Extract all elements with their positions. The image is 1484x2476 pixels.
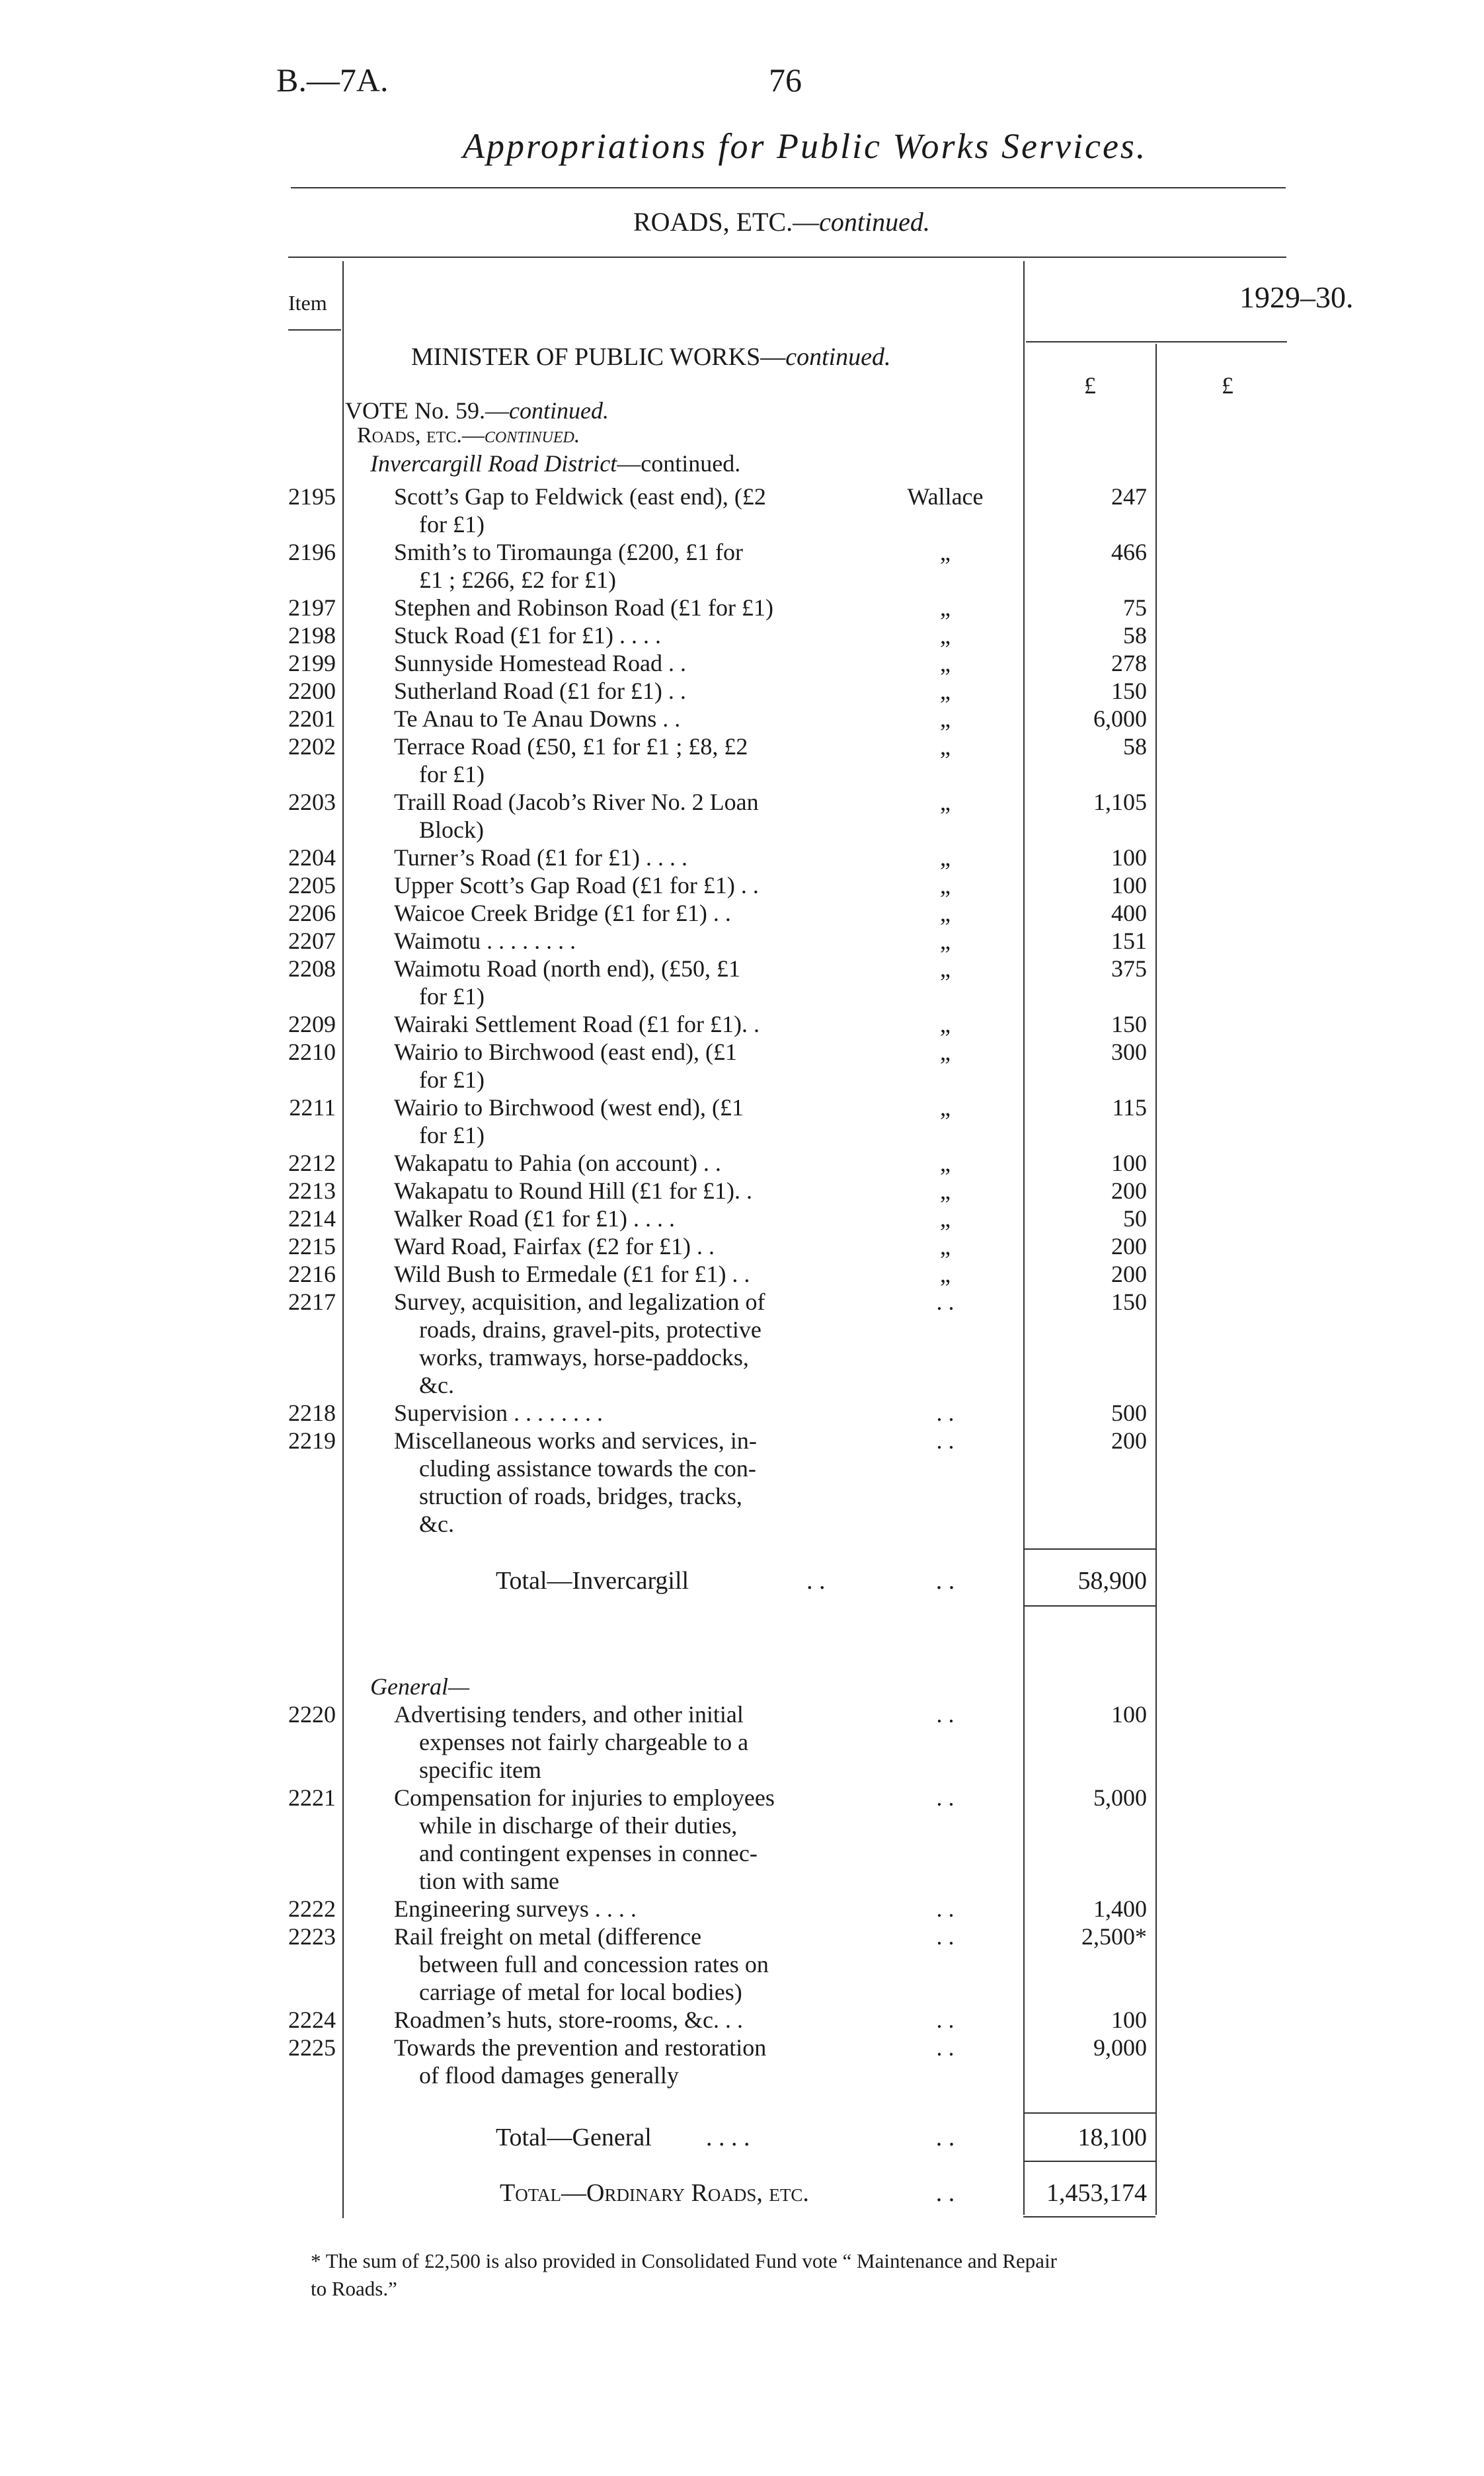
- item-number: 2212: [288, 1150, 336, 1176]
- item-number: 2218: [288, 1400, 336, 1426]
- total-ordinary-label: Total—Ordinary Roads, etc.: [500, 2179, 809, 2207]
- item-number: 2223: [288, 1923, 336, 1950]
- item-electorate: „: [940, 1150, 951, 1176]
- item-amount: 100: [1111, 844, 1147, 871]
- item-electorate: Wallace: [907, 483, 984, 510]
- total-invercargill-amount: 58,900: [1077, 1567, 1147, 1595]
- item-description: Te Anau to Te Anau Downs . .: [394, 705, 681, 732]
- amount-column-rule-right: [1155, 344, 1157, 2215]
- item-description: Smith’s to Tiromaunga (£200, £1 for £1 ; £266, £2 for £1): [394, 539, 744, 593]
- item-description: Survey, acquisition, and legalization of roads, drains, gravel-pits, protective works, tramways, horse-paddocks, &c.: [394, 1289, 765, 1398]
- item-number: 2219: [288, 1427, 336, 1454]
- item-amount: 200: [1111, 1261, 1147, 1287]
- item-number: 2205: [288, 872, 336, 899]
- item-amount: 115: [1112, 1094, 1147, 1121]
- item-description: Wild Bush to Ermedale (£1 for £1) . .: [394, 1261, 750, 1287]
- item-number: 2211: [289, 1094, 336, 1121]
- item-description: Turner’s Road (£1 for £1) . . . .: [394, 844, 687, 871]
- item-amount: 150: [1111, 678, 1147, 704]
- vote-heading: VOTE No. 59.—continued.: [345, 397, 609, 424]
- item-electorate: „: [940, 1178, 951, 1204]
- item-number: 2215: [288, 1233, 336, 1259]
- item-electorate: . .: [936, 1923, 955, 1950]
- total-invercargill-label: Total—Invercargill: [496, 1567, 689, 1595]
- item-description: Waimotu Road (north end), (£50, £1 for £1): [394, 955, 741, 1010]
- item-amount: 100: [1111, 1150, 1147, 1176]
- item-number: 2209: [288, 1011, 336, 1037]
- item-number: 2210: [288, 1039, 336, 1065]
- item-electorate: . .: [936, 1400, 955, 1426]
- item-electorate: „: [940, 1261, 951, 1287]
- item-number: 2220: [288, 1701, 336, 1728]
- item-electorate: „: [940, 594, 951, 621]
- item-electorate: . .: [936, 1784, 955, 1811]
- total-general-dots: . . . .: [706, 2124, 750, 2151]
- total-ordinary-elec: . .: [935, 2179, 955, 2207]
- item-electorate: „: [940, 1205, 951, 1232]
- item-amount: 200: [1111, 1233, 1147, 1259]
- item-electorate: „: [940, 678, 951, 704]
- amount-column-rule-left: [1023, 261, 1025, 2215]
- item-description: Roadmen’s huts, store-rooms, &c. . .: [394, 2007, 743, 2033]
- item-amount: 100: [1111, 872, 1147, 899]
- item-description: Engineering surveys . . . .: [394, 1896, 637, 1922]
- general-heading: General—: [370, 1673, 469, 1700]
- item-number: 2214: [288, 1205, 336, 1232]
- item-electorate: . .: [936, 2034, 955, 2061]
- item-electorate: „: [940, 844, 951, 871]
- title-rule: [291, 187, 1286, 188]
- page-title: Appropriations for Public Works Services.: [463, 126, 1148, 166]
- total-general-bottom-rule: [1023, 2161, 1155, 2162]
- total-invercargill-bottom-rule: [1023, 1605, 1155, 1607]
- item-amount: 375: [1111, 955, 1147, 982]
- item-description: Wakapatu to Pahia (on account) . .: [394, 1150, 721, 1176]
- item-number: 2204: [288, 844, 336, 871]
- item-description: Miscellaneous works and services, in- cluding assistance towards the con- struction of roads, bridges, tracks, &c.: [394, 1427, 757, 1537]
- item-amount: 1,400: [1093, 1896, 1147, 1922]
- item-electorate: . .: [936, 2007, 955, 2033]
- item-description: Waicoe Creek Bridge (£1 for £1) . .: [394, 900, 731, 926]
- item-electorate: . .: [936, 1701, 955, 1728]
- item-number: 2207: [288, 928, 336, 954]
- roads-subheading: Roads, etc.—continued.: [357, 423, 580, 448]
- item-description: Waimotu . . . . . . . .: [394, 928, 576, 954]
- item-description: Ward Road, Fairfax (£2 for £1) . .: [394, 1233, 715, 1259]
- total-general-elec: . .: [935, 2124, 955, 2151]
- total-invercargill-elec: . .: [935, 1567, 955, 1595]
- item-amount: 1,105: [1093, 789, 1147, 815]
- item-number: 2208: [288, 955, 336, 982]
- item-description: Wakapatu to Round Hill (£1 for £1). .: [394, 1178, 753, 1204]
- item-column-rule: [342, 261, 344, 2218]
- item-number: 2206: [288, 900, 336, 926]
- item-number: 2196: [288, 539, 336, 565]
- total-general-label: Total—General: [496, 2124, 652, 2151]
- item-description: Wairio to Birchwood (west end), (£1 for £1): [394, 1094, 744, 1148]
- item-electorate: „: [940, 928, 951, 954]
- total-invercargill-top-rule: [1023, 1548, 1155, 1550]
- item-amount: 466: [1111, 539, 1147, 565]
- item-electorate: „: [940, 539, 951, 565]
- item-description: Sunnyside Homestead Road . .: [394, 650, 686, 676]
- item-amount: 5,000: [1093, 1784, 1147, 1811]
- item-number: 2195: [288, 483, 336, 510]
- item-amount: 278: [1111, 650, 1147, 676]
- item-electorate: „: [940, 900, 951, 926]
- document-reference: B.—7A.: [276, 61, 389, 99]
- item-description: Rail freight on metal (difference between full and concession rates on carriage of metal for local bodies): [394, 1923, 769, 2005]
- item-number: 2224: [288, 2007, 336, 2033]
- item-description: Stuck Road (£1 for £1) . . . .: [394, 622, 661, 649]
- table-top-rule: [288, 257, 1286, 258]
- item-amount: 100: [1111, 2007, 1147, 2033]
- item-electorate: „: [940, 1233, 951, 1259]
- item-amount: 150: [1111, 1011, 1147, 1037]
- item-number: 2217: [288, 1289, 336, 1315]
- item-description: Compensation for injuries to employees while in discharge of their duties, and contingent expenses in connec- tion with same: [394, 1784, 775, 1894]
- item-amount: 2,500*: [1081, 1923, 1147, 1950]
- item-description: Terrace Road (£50, £1 for £1 ; £8, £2 for £1): [394, 733, 748, 787]
- item-amount: 300: [1111, 1039, 1147, 1065]
- item-electorate: . .: [936, 1427, 955, 1454]
- item-column-header: Item: [288, 291, 327, 315]
- footnote-line-2: to Roads.”: [311, 2277, 397, 2300]
- total-general-top-rule: [1023, 2112, 1155, 2114]
- district-heading: Invercargill Road District—continued.: [370, 450, 741, 477]
- item-number: 2225: [288, 2034, 336, 2061]
- item-number: 2197: [288, 594, 336, 621]
- total-invercargill-dots: . .: [806, 1567, 826, 1595]
- total-ordinary-bottom-rule: [1023, 2216, 1155, 2217]
- item-electorate: . .: [936, 1289, 955, 1315]
- item-amount: 9,000: [1093, 2034, 1147, 2061]
- item-header-rule: [288, 329, 341, 331]
- item-number: 2198: [288, 622, 336, 649]
- item-number: 2201: [288, 705, 336, 732]
- item-amount: 100: [1111, 1701, 1147, 1728]
- total-general-amount: 18,100: [1077, 2124, 1147, 2151]
- item-electorate: „: [940, 1011, 951, 1037]
- item-description: Scott’s Gap to Feldwick (east end), (£2 for £1): [394, 483, 766, 538]
- item-electorate: „: [940, 705, 951, 732]
- pound-unit-2: £: [1222, 372, 1233, 399]
- year-header-rule: [1026, 341, 1287, 342]
- item-electorate: „: [940, 789, 951, 815]
- item-description: Supervision . . . . . . . .: [394, 1400, 604, 1426]
- year-column-header: 1929–30.: [1239, 280, 1354, 314]
- item-amount: 50: [1123, 1205, 1147, 1232]
- ministry-heading: MINISTER OF PUBLIC WORKS—continued.: [411, 343, 891, 371]
- item-number: 2199: [288, 650, 336, 676]
- item-number: 2222: [288, 1896, 336, 1922]
- item-number: 2203: [288, 789, 336, 815]
- item-description: Towards the prevention and restoration of flood damages generally: [394, 2034, 767, 2089]
- item-amount: 58: [1123, 733, 1147, 760]
- item-number: 2213: [288, 1178, 336, 1204]
- section-title: ROADS, ETC.—continued.: [633, 207, 930, 237]
- item-amount: 150: [1111, 1289, 1147, 1315]
- item-amount: 247: [1111, 483, 1147, 510]
- item-description: Stephen and Robinson Road (£1 for £1): [394, 594, 773, 621]
- item-description: Advertising tenders, and other initial expenses not fairly chargeable to a specific item: [394, 1701, 749, 1783]
- item-electorate: „: [940, 622, 951, 649]
- item-amount: 200: [1111, 1178, 1147, 1204]
- item-electorate: . .: [936, 1896, 955, 1922]
- item-amount: 500: [1111, 1400, 1147, 1426]
- item-description: Walker Road (£1 for £1) . . . .: [394, 1205, 675, 1232]
- pound-unit-1: £: [1084, 372, 1096, 399]
- item-amount: 151: [1111, 928, 1147, 954]
- item-amount: 58: [1123, 622, 1147, 649]
- item-electorate: „: [940, 872, 951, 899]
- page-number: 76: [769, 61, 802, 99]
- item-amount: 400: [1111, 900, 1147, 926]
- item-electorate: „: [940, 1039, 951, 1065]
- item-description: Traill Road (Jacob’s River No. 2 Loan Block): [394, 789, 759, 843]
- footnote-line-1: * The sum of £2,500 is also provided in Consolidated Fund vote “ Maintenance and Repair: [311, 2249, 1058, 2272]
- item-electorate: „: [940, 955, 951, 982]
- item-number: 2200: [288, 678, 336, 704]
- item-description: Sutherland Road (£1 for £1) . .: [394, 678, 686, 704]
- item-amount: 75: [1123, 594, 1147, 621]
- total-ordinary-amount: 1,453,174: [1046, 2179, 1147, 2207]
- item-electorate: „: [940, 733, 951, 760]
- item-electorate: „: [940, 1094, 951, 1121]
- item-description: Upper Scott’s Gap Road (£1 for £1) . .: [394, 872, 759, 899]
- item-description: Wairaki Settlement Road (£1 for £1). .: [394, 1011, 760, 1037]
- item-amount: 200: [1111, 1427, 1147, 1454]
- item-number: 2221: [288, 1784, 336, 1811]
- item-number: 2216: [288, 1261, 336, 1287]
- item-description: Wairio to Birchwood (east end), (£1 for £1): [394, 1039, 737, 1093]
- item-electorate: „: [940, 650, 951, 676]
- item-number: 2202: [288, 733, 336, 760]
- item-amount: 6,000: [1093, 705, 1147, 732]
